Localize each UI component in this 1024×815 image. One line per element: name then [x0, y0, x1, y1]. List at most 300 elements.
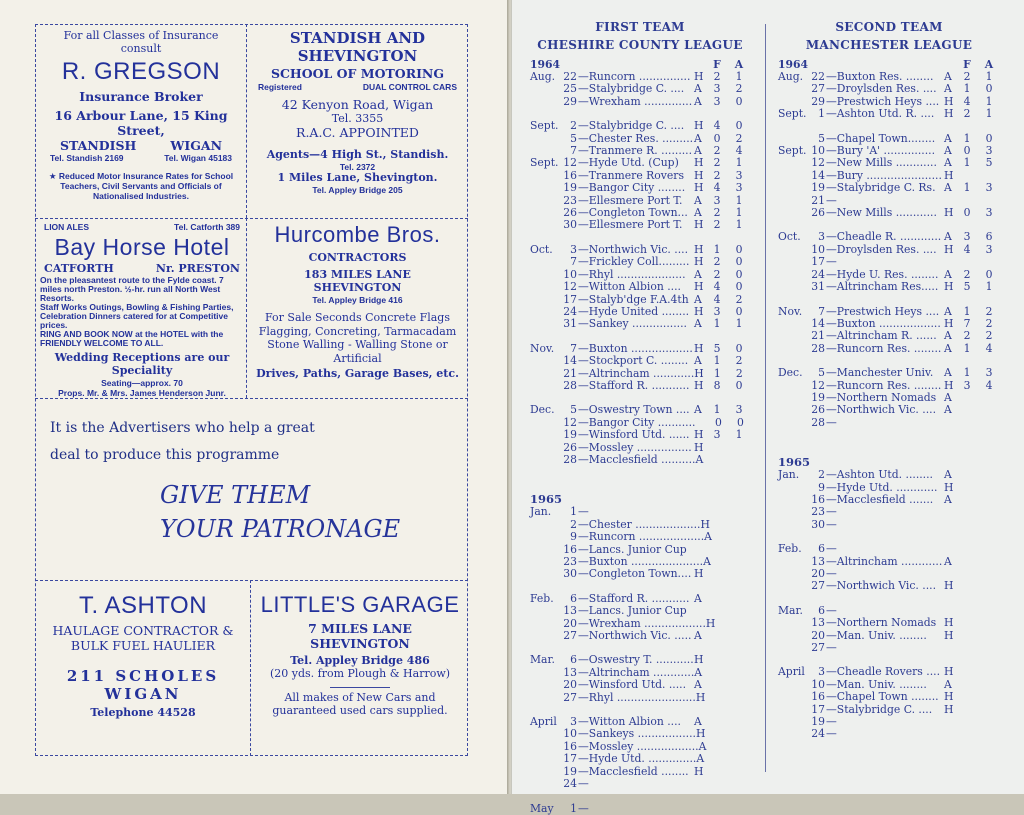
divider	[35, 218, 468, 219]
fixture-opponent: —Chester Res. .........	[578, 131, 694, 145]
standish-address2: 1 Miles Lane, Shevington.	[277, 170, 438, 184]
bay-horse-ring: RING AND BOOK NOW at the HOTEL with the FRIENDLY WELCOME TO ALL.	[40, 328, 224, 348]
fixture-opponent: —Altrincham ............	[826, 554, 943, 568]
first-team-fixtures-1964	[530, 71, 750, 466]
fixture-goals-against: 3	[735, 403, 743, 417]
fixture-day: 21	[811, 329, 825, 343]
fixture-goals-for	[708, 753, 730, 765]
fixture-venue: A	[944, 304, 952, 318]
fixture-opponent: —Buxton Res. ........	[826, 70, 934, 83]
fixture-goals-for	[956, 666, 978, 678]
fixture-day: 7	[570, 144, 577, 158]
fixture-day: 28	[811, 415, 825, 429]
fixture-day: 31	[563, 317, 577, 331]
fixture-month	[530, 519, 560, 531]
fixture-month	[530, 692, 560, 704]
fixture-month: Oct.	[530, 242, 553, 256]
gregson-tel-left: Tel. Standish 2169	[50, 153, 124, 164]
fixture-goals-against: 1	[735, 428, 743, 442]
fixture-venue	[944, 417, 956, 429]
fixture-day: 7	[570, 341, 577, 355]
fixture-day: 31	[811, 280, 825, 294]
fixture-month: Aug.	[778, 70, 804, 83]
fixture-day: 28	[811, 341, 825, 355]
first-team-column	[530, 20, 750, 815]
fixture-goals-against: 0	[735, 341, 743, 355]
fixture-month	[778, 392, 808, 404]
fixture-month	[778, 256, 808, 268]
fixture-goals-for: 0	[963, 206, 971, 220]
fixture-goals-against: 0	[735, 255, 743, 269]
fixture-opponent: —Hyde Utd. ............	[826, 480, 938, 494]
hurcombe-name: Hurcombe Bros.	[274, 222, 441, 247]
fixture-month	[778, 269, 808, 281]
fixture-row	[530, 630, 750, 642]
fixture-venue: A	[694, 591, 702, 605]
fixture-opponent: —Witton Albion ....	[578, 715, 681, 729]
fixture-goals-for	[956, 256, 978, 268]
littles-note: (20 yds. from Plough & Harrow)	[269, 667, 451, 681]
fixture-goals-for	[706, 778, 728, 790]
fixture-row	[778, 728, 1000, 740]
fixture-month	[530, 531, 560, 543]
fixture-opponent: —Congleton Town....	[578, 567, 692, 581]
fixture-venue: A	[704, 530, 712, 544]
fixture-goals-against	[978, 392, 1000, 404]
fixture-goals-against: 0	[735, 267, 743, 281]
fixture-opponent: —Ashton Utd. R. ....	[826, 107, 935, 121]
fixture-goals-against	[729, 454, 751, 466]
fixture-opponent: —Sankeys .................	[578, 727, 696, 741]
fixture-month	[530, 778, 560, 790]
second-team-title: SECOND TEAM	[835, 20, 943, 34]
fixture-opponent: —Stafford R. ...........	[578, 591, 690, 605]
fixture-goals-for: 2	[963, 329, 971, 343]
fixture-goals-for: 5	[963, 280, 971, 294]
fixture-month	[530, 728, 560, 740]
fixture-goals-against	[978, 417, 1000, 429]
hurcombe-ad	[250, 222, 465, 396]
fixture-month	[778, 281, 808, 293]
fixture-day: 21	[811, 193, 825, 207]
hurcombe-trade: CONTRACTORS	[308, 250, 407, 264]
fixture-month	[778, 318, 808, 330]
fixture-venue: A	[944, 468, 952, 482]
fixture-opponent: —Ashton Utd. ........	[826, 468, 933, 482]
first-team-league: CHESHIRE COUNTY LEAGUE	[537, 38, 743, 52]
fixture-venue: A	[698, 739, 707, 753]
fixture-goals-for: 0	[963, 144, 971, 158]
fixture-venue: A	[944, 366, 952, 380]
fixture-month	[778, 691, 808, 703]
divider	[35, 580, 468, 581]
fixture-day: 22	[563, 70, 577, 83]
fixture-opponent: —Hyde United ........	[578, 304, 690, 318]
fixture-goals-against	[730, 728, 752, 740]
patronage-big2: YOUR PATRONAGE	[160, 515, 401, 544]
fixture-goals-for	[706, 630, 728, 642]
gregson-ad	[40, 30, 242, 216]
hurcombe-desc: For Sale Seconds Concrete Flags Flagging, Concreting, Tarmacadam Stone Walling - Walling Stone or Artificial	[258, 310, 457, 366]
fixture-month: Sept.	[530, 156, 559, 170]
fixture-goals-against: 3	[985, 242, 993, 256]
fixture-opponent: —Wrexham ..................	[578, 616, 706, 630]
fixture-opponent: —	[826, 415, 837, 429]
standish-registered: Registered	[258, 82, 302, 93]
fixture-goals-against: 1	[985, 280, 993, 294]
fixture-goals-for	[956, 617, 978, 629]
fixture-row	[778, 108, 1000, 120]
fixture-goals-for	[956, 716, 978, 728]
fixture-goals-for	[706, 568, 728, 580]
gregson-name: R. GREGSON	[61, 57, 221, 85]
fixture-opponent: —New Mills ............	[826, 206, 937, 220]
fixture-month	[530, 442, 560, 454]
fixture-month	[530, 355, 560, 367]
fixture-row	[530, 404, 750, 416]
fixture-goals-against	[978, 605, 1000, 617]
fixture-day: 7	[818, 304, 825, 318]
fixture-day: 26	[563, 206, 577, 220]
fixture-month	[530, 417, 560, 429]
fixture-month	[530, 96, 560, 108]
fixture-row	[778, 343, 1000, 355]
hurcombe-tel: Tel. Appley Bridge 416	[312, 294, 403, 305]
bay-horse-desc2: Staff Works Outings, Bowling & Fishing Parties, Celebration Dinners catered for at Competitive prices.	[40, 301, 234, 330]
fixture-goals-against	[978, 482, 1000, 494]
fixture-opponent: —Northwich Vic. ....	[578, 242, 689, 256]
first-team-for-header: F	[713, 58, 721, 71]
fixture-goals-against: 3	[985, 366, 993, 380]
fixture-goals-for: 2	[963, 70, 971, 83]
fixture-goals-for	[956, 630, 978, 642]
fixture-goals-against: 2	[985, 329, 993, 343]
patronage-notice	[50, 420, 460, 570]
fixture-venue	[944, 506, 956, 518]
littles-garage-ad	[254, 592, 466, 752]
fixture-day: 30	[811, 517, 825, 531]
hurcombe-address: 183 MILES LANE	[304, 267, 411, 281]
second-team-for-header: F	[963, 58, 971, 71]
fixture-venue: H	[694, 255, 704, 269]
littles-desc: All makes of New Cars and guaranteed used cars supplied.	[272, 691, 448, 718]
fixture-month: April	[530, 715, 557, 729]
fixture-opponent: —Cheadle Rovers ....	[826, 665, 941, 679]
fixture-day: 13	[811, 554, 825, 568]
second-team-league: MANCHESTER LEAGUE	[805, 38, 973, 52]
fixture-day: 7	[570, 255, 577, 269]
fixture-month	[778, 728, 808, 740]
fixture-goals-for: 2	[713, 168, 721, 182]
fixture-row	[778, 666, 1000, 678]
second-team-fixtures-1964	[778, 71, 1000, 429]
gregson-line2: consult	[120, 41, 162, 55]
fixture-opponent: —Frickley Coll.........	[578, 255, 690, 269]
fixture-opponent: —Cheadle R. ............	[826, 230, 942, 244]
fixture-goals-for	[706, 667, 728, 679]
fixture-venue: H	[694, 70, 704, 83]
fixture-row	[530, 120, 750, 132]
fixture-row	[530, 778, 750, 790]
fixture-opponent: —Oswestry T. ...........	[578, 653, 694, 667]
fixture-goals-for	[706, 716, 728, 728]
fixture-goals-against	[728, 654, 750, 666]
fixture-month	[530, 429, 560, 441]
fixture-goals-against	[978, 556, 1000, 568]
fixture-goals-for	[956, 704, 978, 716]
fixture-goals-for	[708, 692, 730, 704]
fixture-opponent: —New Mills ............	[826, 156, 937, 170]
fixture-venue: H	[694, 280, 704, 294]
fixture-opponent: —Stalybridge C. ....	[578, 82, 685, 96]
fixture-opponent: —Man. Univ. ........	[826, 677, 927, 691]
fixture-opponent: —Runcorn ...................	[578, 530, 705, 544]
fixture-goals-against: 1	[735, 193, 743, 207]
fixture-goals-against: 0	[985, 131, 993, 145]
fixture-goals-for	[706, 803, 728, 815]
fixture-goals-against	[978, 617, 1000, 629]
fixture-goals-against	[728, 679, 750, 691]
fixture-opponent: —Chapel Town ........	[826, 690, 939, 704]
ashton-line2: BULK FUEL HAULIER	[70, 638, 216, 654]
fixture-venue: H	[944, 690, 954, 704]
fixture-venue: A	[694, 665, 703, 679]
fixture-venue: H	[944, 579, 954, 593]
fixture-opponent: —Northwich Vic. ....	[826, 403, 937, 417]
fixture-goals-against: 2	[735, 131, 743, 145]
fixture-month	[778, 679, 808, 691]
fixture-opponent: —Stalybridge C. ....	[826, 702, 933, 716]
fixture-day: 17	[563, 292, 577, 306]
fixture-opponent: —	[826, 567, 837, 580]
fixture-goals-for	[706, 442, 728, 454]
fixture-goals-for: 2	[713, 255, 721, 269]
fixture-row	[530, 803, 750, 815]
fixture-month	[778, 519, 808, 531]
fixture-opponent: —	[578, 777, 589, 791]
fixture-opponent: —Altrincham ............	[578, 665, 695, 679]
fixture-day: 28	[563, 378, 577, 392]
fixture-goals-for	[956, 556, 978, 568]
fixture-goals-against: 1	[735, 206, 743, 220]
fixture-goals-against	[728, 630, 750, 642]
fixture-goals-for: 4	[713, 119, 721, 133]
fixture-venue: A	[694, 317, 702, 331]
fixture-day: 20	[811, 628, 825, 642]
fixture-day: 19	[811, 390, 825, 404]
fixture-month	[530, 294, 560, 306]
fixture-opponent: —Stalybridge C. Rs.	[826, 181, 936, 195]
fixture-opponent: —	[826, 727, 837, 741]
fixture-day: 9	[570, 530, 577, 544]
fixture-day: 5	[818, 366, 825, 380]
fixture-month	[778, 170, 808, 182]
fixture-opponent: —	[826, 193, 837, 207]
fixture-opponent: —Chester ...................	[578, 517, 701, 531]
fixture-spacer	[778, 593, 1000, 605]
fixture-venue	[944, 519, 956, 531]
fixture-month	[530, 753, 560, 765]
fixture-month: Sept.	[530, 119, 559, 133]
fixture-day: 10	[811, 144, 825, 158]
fixture-opponent: —Lancs. Junior Cup	[578, 542, 687, 556]
fixture-spacer	[530, 581, 750, 593]
fixture-day: 27	[811, 82, 825, 96]
fixture-goals-against	[978, 666, 1000, 678]
fixture-month	[778, 207, 808, 219]
fixture-venue: A	[944, 329, 952, 343]
fixture-month: Mar.	[530, 653, 555, 667]
fixture-venue: A	[696, 752, 705, 766]
fixture-venue: H	[944, 480, 954, 494]
fixture-month	[530, 83, 560, 95]
fixture-row	[778, 182, 1000, 194]
fixture-spacer	[778, 121, 1000, 133]
fixture-goals-against	[728, 766, 750, 778]
fixture-opponent: —Buxton ..................	[578, 341, 693, 355]
fixture-venue: A	[944, 390, 952, 404]
fixture-goals-for: 2	[963, 267, 971, 281]
fixture-opponent: —Oswestry Town ....	[578, 403, 690, 417]
fixture-month	[778, 704, 808, 716]
fixture-day: 16	[563, 739, 577, 753]
fixture-venue: A	[944, 131, 952, 145]
gregson-role: Insurance Broker	[79, 89, 203, 105]
fixture-row	[530, 728, 750, 740]
fixture-row	[530, 96, 750, 108]
fixture-opponent: —Mossley ..................	[578, 739, 699, 753]
fixture-month	[530, 318, 560, 330]
fixture-day: 16	[811, 690, 825, 704]
fixture-opponent: —	[578, 801, 589, 815]
fixture-venue: A	[694, 403, 702, 417]
fixture-month	[778, 494, 808, 506]
fixture-venue: H	[694, 567, 704, 581]
fixture-opponent: —Prestwich Heys ....	[826, 94, 940, 108]
fixture-month	[530, 630, 560, 642]
fixture-goals-against	[978, 580, 1000, 592]
fixture-month: May	[530, 801, 554, 815]
fixture-row	[778, 617, 1000, 629]
fixture-day: 14	[811, 168, 825, 182]
fixture-row	[778, 506, 1000, 518]
fixture-goals-against	[978, 519, 1000, 531]
fixture-opponent: —Macclesfield ........	[578, 764, 689, 778]
fixture-venue: A	[694, 131, 702, 145]
hurcombe-town: SHEVINGTON	[313, 280, 402, 294]
fixture-goals-against: 0	[737, 415, 744, 429]
fixture-row	[530, 219, 750, 231]
fixture-row	[530, 605, 750, 617]
advertisements-page	[0, 0, 508, 794]
fixture-month	[778, 506, 808, 518]
standish-tel2: Tel. 2372	[339, 161, 376, 172]
fixture-opponent: —Northern Nomads	[826, 390, 937, 404]
fixture-goals-against	[978, 630, 1000, 642]
fixture-opponent: —Tranmere R. .........	[578, 144, 693, 158]
fixture-goals-for: 0	[715, 415, 722, 429]
fixture-venue: A	[694, 354, 702, 368]
fixture-day: 30	[563, 567, 577, 581]
fixture-goals-against	[978, 494, 1000, 506]
littles-town: SHEVINGTON	[310, 635, 410, 651]
fixture-goals-against: 2	[985, 316, 993, 330]
fixture-goals-for	[706, 654, 728, 666]
fixture-opponent: —	[826, 715, 837, 729]
fixture-day: 13	[563, 665, 577, 679]
fixture-opponent: —Altrincham ............	[578, 366, 695, 380]
fixture-row	[778, 256, 1000, 268]
fixture-month	[530, 380, 560, 392]
fixture-opponent: —Tranmere Rovers	[578, 168, 684, 182]
fixture-day: 2	[818, 468, 825, 482]
fixture-opponent: —Ellesmere Port T.	[578, 193, 683, 207]
fixture-goals-against: 1	[985, 94, 993, 108]
fixture-opponent: —Hyde Utd. ..............	[578, 752, 697, 766]
fixture-goals-for	[956, 543, 978, 555]
gregson-note: ★ Reduced Motor Insurance Rates for School Teachers, Civil Servants and Officials of Nationalised Industries.	[48, 171, 234, 202]
divider	[330, 687, 390, 688]
fixture-venue: H	[694, 764, 704, 778]
fixture-row	[778, 580, 1000, 592]
fixture-day: 25	[563, 82, 577, 96]
fixture-day: 13	[563, 604, 577, 618]
fixture-day: 16	[563, 542, 577, 556]
fixture-month	[530, 170, 560, 182]
fixture-opponent: —Northwich Vic. .....	[578, 629, 692, 643]
fixture-month	[530, 679, 560, 691]
fixture-row	[530, 380, 750, 392]
fixture-goals-against	[728, 605, 750, 617]
fixture-opponent: —Macclesfield ..........	[578, 452, 696, 466]
fixture-month	[530, 182, 560, 194]
fixture-row	[530, 506, 750, 518]
fixture-month: Nov.	[778, 304, 803, 318]
fixture-day: 3	[570, 242, 577, 256]
fixture-goals-for: 4	[713, 181, 721, 195]
fixture-day: 9	[818, 480, 825, 494]
bay-horse-desc: On the pleasantest route to the Fylde coast. 7 miles north Preston. ½-hr. run all North West Resorts.	[40, 275, 224, 303]
fixture-goals-for	[956, 392, 978, 404]
fixture-goals-for: 2	[713, 144, 721, 158]
standish-agents: Agents—4 High St., Standish.	[266, 147, 449, 161]
fixture-goals-against	[978, 469, 1000, 481]
fixture-row	[778, 367, 1000, 379]
fixture-venue	[944, 716, 956, 728]
standish-dual-control: DUAL CONTROL CARS	[362, 82, 457, 93]
fixture-goals-for: 3	[713, 94, 721, 108]
fixture-day: 21	[563, 366, 577, 380]
fixture-day: 20	[563, 616, 577, 630]
fixture-goals-against	[728, 667, 750, 679]
fixture-row	[530, 679, 750, 691]
fixture-goals-against: 2	[735, 354, 743, 368]
fixture-venue: H	[944, 616, 954, 630]
fixture-goals-against: 0	[735, 119, 743, 133]
fixture-month	[778, 343, 808, 355]
fixture-day: 5	[818, 131, 825, 145]
fixture-day: 12	[811, 378, 825, 392]
ashton-name: T. ASHTON	[78, 592, 208, 619]
fixture-opponent: —Winsford Utd. ......	[578, 428, 690, 442]
fixture-venue: H	[700, 517, 710, 531]
fixture-month	[530, 454, 560, 466]
fixture-opponent: —Sankey ................	[578, 317, 687, 331]
fixture-goals-for: 2	[713, 218, 721, 232]
fixture-day: 1	[818, 107, 825, 121]
fixture-goals-against: 6	[985, 230, 993, 244]
gregson-line1: For all Classes of Insurance	[63, 29, 219, 42]
